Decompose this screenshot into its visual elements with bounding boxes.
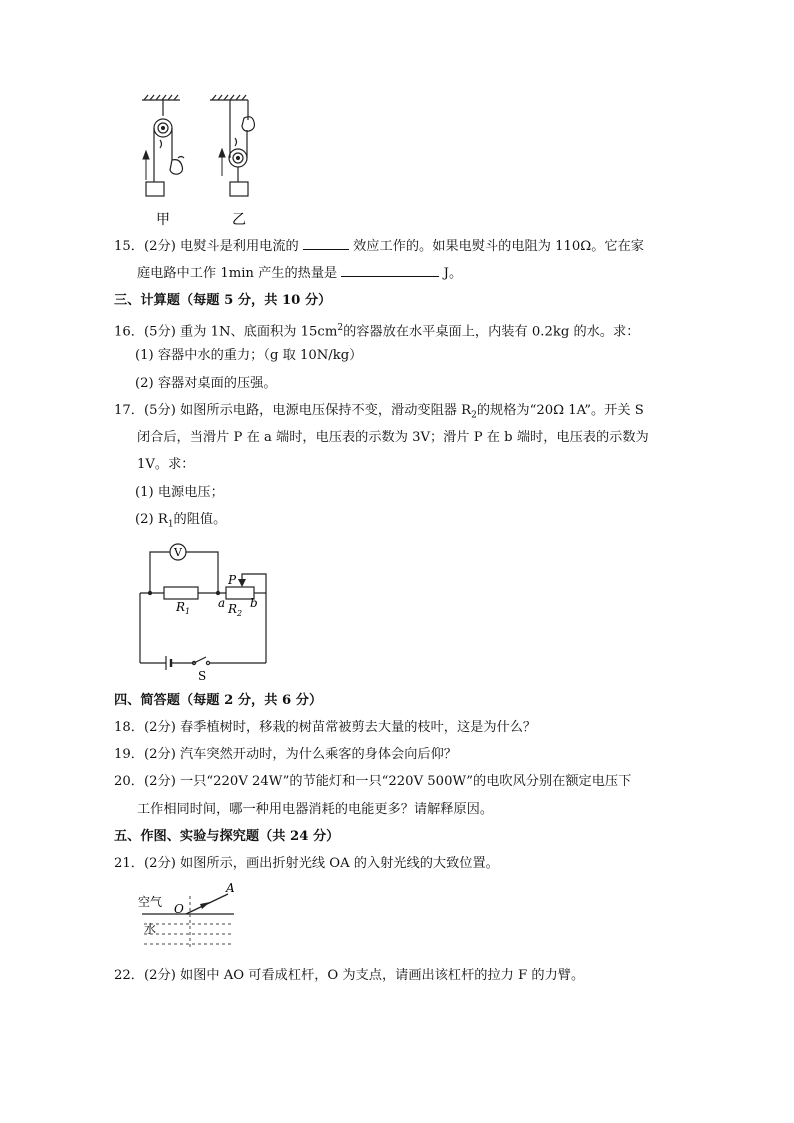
point-o-label: O <box>174 902 184 916</box>
resistor-r1 <box>164 587 198 599</box>
slider-label: P <box>228 573 237 587</box>
ceiling-right <box>210 95 248 100</box>
section3-heading: 三、计算题（每题 5 分，共 10 分） <box>114 293 332 308</box>
q15-line1: 15．(2分) 电熨斗是利用电流的 效应工作的。如果电熨斗的电阻为 110Ω。它在家 <box>114 239 644 254</box>
ceiling-left <box>142 95 180 100</box>
q15-blank1[interactable] <box>303 237 349 250</box>
arrow-up-right <box>219 149 225 176</box>
q19: 19．(2分) 汽车突然开动时，为什么乘客的身体会向后仰？ <box>114 747 457 762</box>
section5-heading: 五、作图、实验与探究题（共 24 分） <box>114 829 340 844</box>
end-a-label: a <box>218 596 226 610</box>
q17-line2: 闭合后，当滑片 P 在 a 端时，电压表的示数为 3V；滑片 P 在 b 端时，电压表的示数为 <box>137 430 649 445</box>
fixed-pulley <box>146 100 184 196</box>
slider-arrow <box>238 579 246 587</box>
q15-blank2[interactable] <box>341 264 439 277</box>
r2-label: $R_2$ <box>228 602 243 618</box>
q16-stem: 16．(5分) 重为 1N、底面积为 $15cm^2$的容器放在水平桌面上，内装有 0.2kg 的水。求： <box>114 323 640 340</box>
q17-line1: 17．(5分) 如图所示电路，电源电压保持不变，滑动变阻器 $R_2$的规格为“20Ω 1A”。开关 S <box>114 403 644 421</box>
r1-label: $R_1$ <box>176 600 191 616</box>
label-yi: 乙 <box>232 212 246 228</box>
section4-heading: 四、简答题（每题 2 分，共 6 分） <box>114 693 323 708</box>
q16-part1: (1) 容器中水的重力；（g 取 10N/kg） <box>135 348 363 363</box>
end-b-label: b <box>250 596 258 610</box>
movable-pulley <box>229 100 254 196</box>
voltmeter-label: V <box>174 546 182 559</box>
q17-part1: (1) 电源电压； <box>135 485 224 500</box>
q15-line2: 庭电路中工作 1min 产生的热量是 J。 <box>137 266 463 281</box>
q18: 18．(2分) 春季植树时，移栽的树苗常被剪去大量的枝叶，这是为什么？ <box>114 720 537 735</box>
q17-part2: (2) $R_1$的阻值。 <box>135 512 227 530</box>
q16-part2: (2) 容器对桌面的压强。 <box>135 376 277 391</box>
label-jia: 甲 <box>156 212 170 228</box>
arrow-up-left <box>143 151 149 180</box>
q22: 22．(2分) 如图中 AO 可看成杠杆，O 为支点，请画出该杠杆的拉力 F 的力臂。 <box>114 968 585 983</box>
switch-label: S <box>198 669 207 683</box>
q17-line3: 1V。求： <box>137 457 195 472</box>
q21: 21．(2分) 如图所示，画出折射光线 OA 的入射光线的大致位置。 <box>114 856 499 871</box>
q20-line2: 工作相同时间，哪一种用电器消耗的电能更多？请解释原因。 <box>137 802 494 817</box>
refraction-figure <box>134 882 244 957</box>
water-label: 水 <box>144 922 157 936</box>
air-label: 空气 <box>138 895 163 909</box>
q20-line1: 20．(2分) 一只“220V 24W”的节能灯和一只“220V 500W”的电吹风分别在额定电压下 <box>114 774 632 789</box>
point-a-label: A <box>226 882 235 895</box>
circuit-figure <box>130 538 280 683</box>
pulley-figure <box>130 90 270 230</box>
